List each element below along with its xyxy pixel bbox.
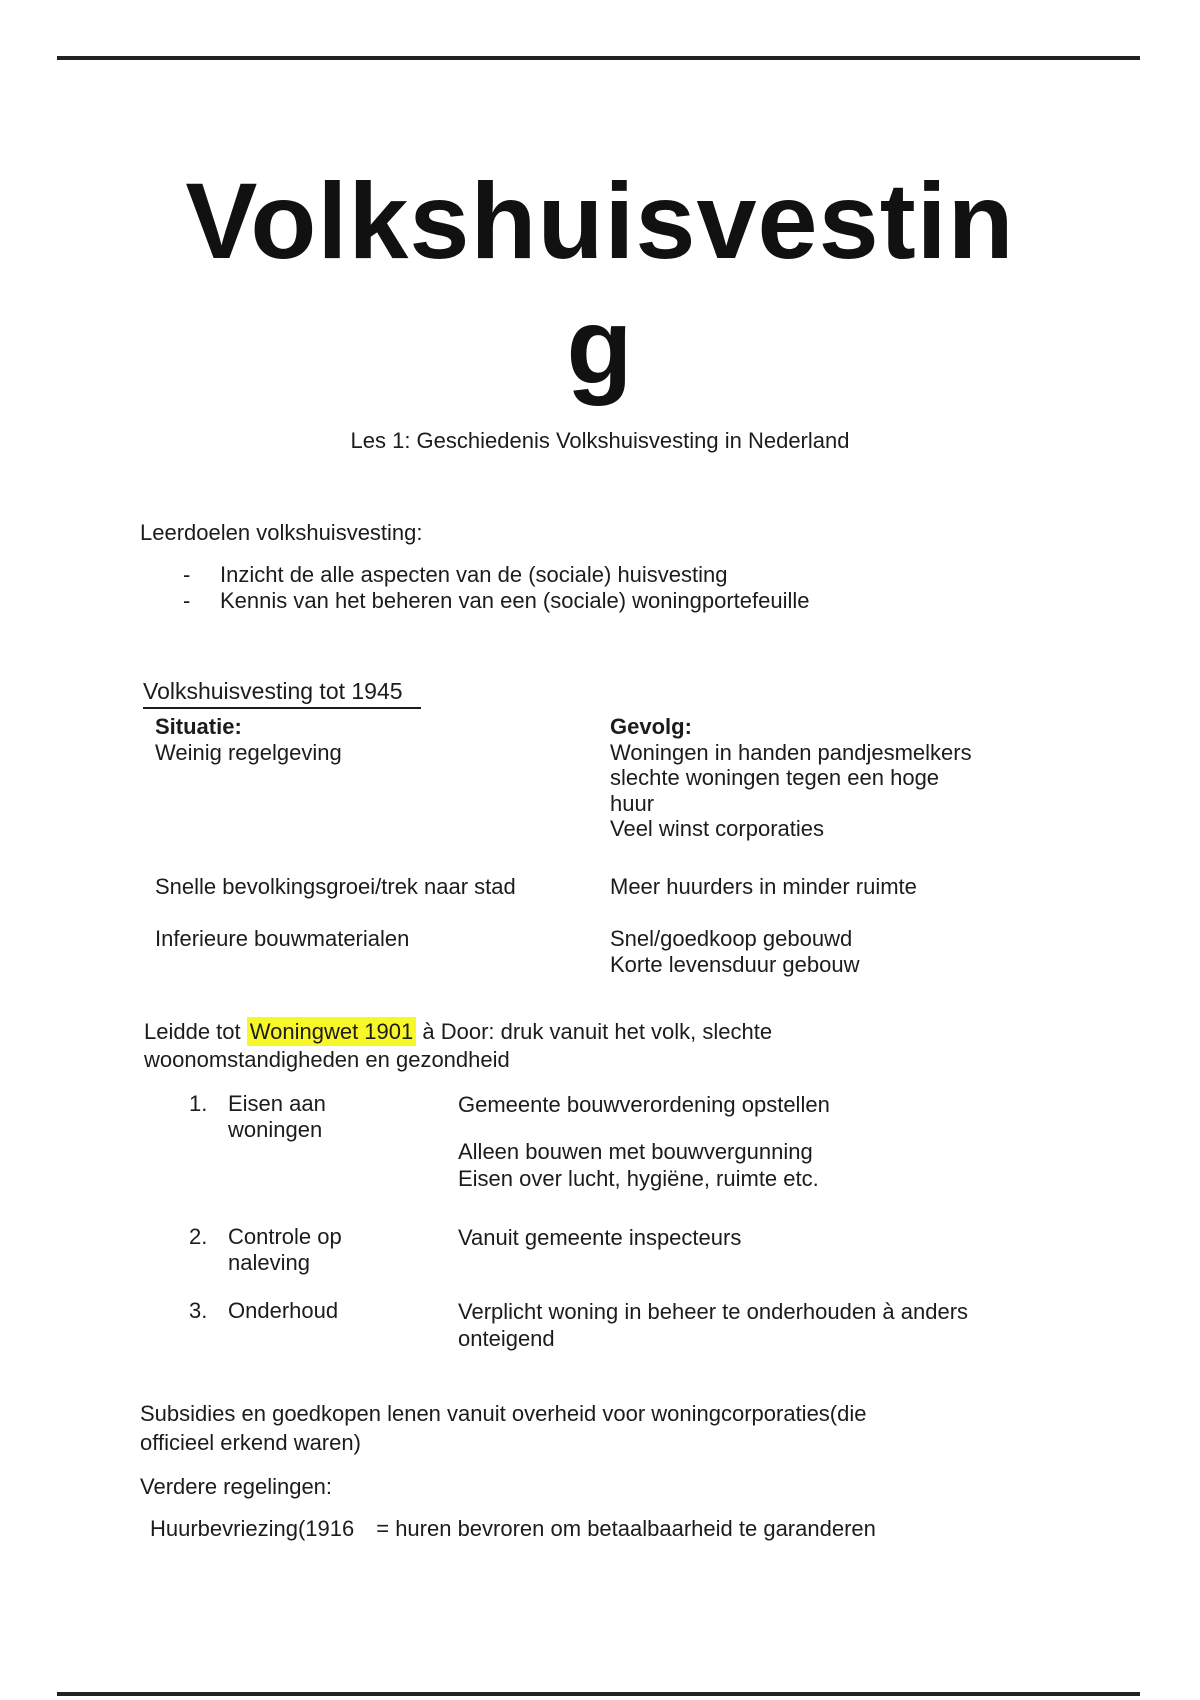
- list-item: [183, 588, 810, 614]
- list-item-text: Inzicht de alle aspecten van de (sociale) huisvesting: [220, 562, 728, 587]
- column-header-gevolg: Gevolg:: [610, 714, 692, 739]
- bullet-marker: -: [183, 562, 191, 587]
- bottom-rule: [57, 1692, 1140, 1696]
- table-row-1-left: [155, 714, 595, 765]
- table-row-3-right: [610, 926, 1040, 977]
- goals-heading: Leerdoelen volkshuisvesting:: [140, 520, 423, 545]
- document-title: [0, 158, 1200, 408]
- numbered-item-2-label: [228, 1224, 342, 1275]
- section-heading-1945: [143, 680, 421, 703]
- goals-list: [183, 562, 810, 614]
- item-label-line: naleving: [228, 1249, 310, 1275]
- document-subtitle: Les 1: Geschiedenis Volkshuisvesting in Nederland: [350, 428, 850, 453]
- item-label-line: woningen: [228, 1116, 323, 1142]
- table-row-3-left: [155, 926, 595, 952]
- section-heading-text: Volkshuisvesting tot 1945: [143, 678, 421, 709]
- table-cell-text: Weinig regelgeving: [155, 739, 342, 765]
- column-header-situatie: Situatie:: [155, 714, 242, 739]
- table-cell-text: Veel winst corporaties: [610, 816, 824, 841]
- numbered-item-2-description: [458, 1224, 741, 1251]
- table-row-2-left: [155, 874, 595, 900]
- item-label-line: Controle op: [228, 1224, 342, 1249]
- paragraph-text: à Door: druk vanuit het volk, slechte: [416, 1019, 773, 1044]
- term-definition: = huren bevroren om betaalbaarheid te garanderen: [376, 1516, 876, 1541]
- table-cell-text: Inferieure bouwmaterialen: [155, 926, 410, 951]
- numbered-item-3-description: [458, 1298, 968, 1352]
- table-cell-text: Woningen in handen pandjesmelkers: [610, 739, 972, 765]
- paragraph-line: officieel erkend waren): [140, 1429, 361, 1455]
- numbered-item-3-label: [228, 1298, 338, 1324]
- bullet-marker: -: [183, 588, 191, 613]
- table-cell-text: slechte woningen tegen een hoge: [610, 765, 940, 790]
- subsidies-paragraph: [140, 1400, 866, 1457]
- table-cell-text: Meer huurders in minder ruimte: [610, 874, 917, 899]
- term-label: Huurbevriezing(1916: [150, 1516, 355, 1541]
- verdere-heading: Verdere regelingen:: [140, 1474, 333, 1499]
- item-label-line: Onderhoud: [228, 1298, 339, 1323]
- title-line-1: Volkshuisvestin: [185, 160, 1015, 281]
- numbered-item-1-description: [458, 1091, 830, 1192]
- description-line: Gemeente bouwverordening opstellen: [458, 1092, 830, 1117]
- paragraph-line: [144, 1018, 772, 1046]
- description-line: Verplicht woning in beheer te onderhouden à anders: [458, 1299, 969, 1324]
- numbered-item-1-label: [228, 1091, 326, 1142]
- paragraph-text: Leidde tot: [144, 1019, 247, 1044]
- list-item-text: Kennis van het beheren van een (sociale) woningportefeuille: [220, 588, 810, 613]
- description-paragraph: [458, 1138, 830, 1192]
- numbered-item-1-number: 1.: [189, 1091, 208, 1116]
- description-line: Alleen bouwen met bouwvergunning: [458, 1139, 813, 1164]
- top-rule: [57, 56, 1140, 60]
- woningwet-paragraph: [144, 1018, 772, 1073]
- table-row-2-right: [610, 874, 1040, 900]
- numbered-item-2-number: 2.: [189, 1224, 208, 1249]
- highlighted-text: Woningwet 1901: [247, 1017, 417, 1046]
- table-cell-text: Snel/goedkoop gebouwd: [610, 926, 853, 951]
- description-line: Vanuit gemeente inspecteurs: [458, 1225, 742, 1250]
- paragraph-line: woonomstandigheden en gezondheid: [144, 1046, 510, 1072]
- table-cell-text: Korte levensduur gebouw: [610, 951, 860, 977]
- description-line: Eisen over lucht, hygiëne, ruimte etc.: [458, 1166, 819, 1191]
- table-cell-text: huur: [610, 790, 655, 816]
- numbered-item-3-number: 3.: [189, 1298, 208, 1323]
- table-row-1-right: [610, 714, 1040, 842]
- huurbevriezing-entry: [150, 1518, 876, 1540]
- table-cell-text: Snelle bevolkingsgroei/trek naar stad: [155, 874, 516, 899]
- paragraph-line: Subsidies en goedkopen lenen vanuit overheid voor woningcorporaties(die: [140, 1401, 867, 1426]
- description-line: onteigend: [458, 1326, 555, 1351]
- item-label-line: Eisen aan: [228, 1091, 326, 1116]
- title-line-2: g: [566, 285, 634, 406]
- list-item: [183, 562, 810, 588]
